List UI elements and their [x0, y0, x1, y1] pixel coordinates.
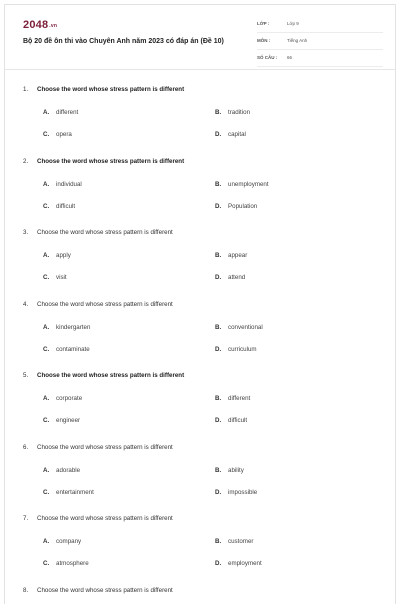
answer-option[interactable] [215, 203, 257, 210]
logo-text: 2048 [23, 19, 48, 31]
question-heading [23, 444, 173, 451]
option-letter: D. [215, 203, 228, 210]
option-letter: A. [43, 395, 56, 402]
meta-value: 66 [287, 55, 292, 60]
option-text: difficult [56, 203, 75, 210]
meta-label: MÔN : [257, 38, 270, 43]
option-text: engineer [56, 417, 80, 424]
option-letter: C. [43, 203, 56, 210]
question-text: Choose the word whose stress pattern is different [37, 86, 184, 93]
document-page [4, 4, 396, 604]
answer-option[interactable] [215, 489, 257, 496]
question-heading [23, 86, 184, 93]
answer-option[interactable] [215, 417, 247, 424]
answer-option[interactable] [43, 467, 80, 474]
option-text: opera [56, 131, 72, 138]
option-text: attend [228, 274, 245, 281]
option-letter: A. [43, 467, 56, 474]
answer-option[interactable] [43, 131, 72, 138]
answer-option[interactable] [43, 181, 82, 188]
question-heading [23, 301, 173, 308]
answer-option[interactable] [43, 203, 75, 210]
option-letter: D. [215, 489, 228, 496]
option-text: kindergarten [56, 324, 90, 331]
option-text: different [56, 109, 78, 116]
option-letter: B. [215, 252, 228, 259]
meta-value: Lớp 9 [287, 21, 299, 26]
answer-option[interactable] [43, 109, 78, 116]
option-text: tradition [228, 109, 250, 116]
option-letter: C. [43, 131, 56, 138]
option-letter: C. [43, 346, 56, 353]
answer-option[interactable] [215, 467, 244, 474]
question-item [5, 294, 396, 366]
site-logo[interactable] [23, 19, 57, 31]
option-text: contaminate [56, 346, 90, 353]
meta-label: LỚP : [257, 21, 269, 26]
question-item [5, 79, 396, 151]
document-meta [257, 19, 383, 70]
answer-option[interactable] [43, 417, 80, 424]
question-number: 6. [23, 444, 37, 451]
option-letter: B. [215, 538, 228, 545]
option-text: capital [228, 131, 246, 138]
meta-row-class [257, 19, 383, 33]
option-letter: A. [43, 252, 56, 259]
answer-option[interactable] [215, 346, 257, 353]
answer-option[interactable] [215, 395, 250, 402]
option-text: conventional [228, 324, 263, 331]
meta-label: SỐ CÂU : [257, 55, 277, 60]
question-number: 1. [23, 86, 37, 93]
question-heading [23, 229, 173, 236]
option-letter: C. [43, 560, 56, 567]
option-letter: D. [215, 417, 228, 424]
answer-option[interactable] [215, 252, 247, 259]
answer-option[interactable] [43, 324, 90, 331]
option-text: visit [56, 274, 67, 281]
answer-option[interactable] [43, 346, 90, 353]
option-text: Population [228, 203, 257, 210]
answer-option[interactable] [215, 560, 262, 567]
question-text: Choose the word whose stress pattern is different [37, 587, 173, 594]
option-letter: A. [43, 181, 56, 188]
option-text: atmosphere [56, 560, 89, 567]
question-number: 7. [23, 515, 37, 522]
question-item [5, 365, 396, 437]
logo-suffix: .vn [49, 23, 57, 29]
question-number: 4. [23, 301, 37, 308]
question-item [5, 580, 396, 604]
answer-option[interactable] [215, 324, 263, 331]
option-text: customer [228, 538, 253, 545]
option-text: adorable [56, 467, 80, 474]
question-heading [23, 515, 173, 522]
option-letter: D. [215, 274, 228, 281]
answer-option[interactable] [43, 274, 67, 281]
answer-option[interactable] [43, 560, 89, 567]
option-letter: D. [215, 560, 228, 567]
option-text: difficult [228, 417, 247, 424]
question-item [5, 151, 396, 223]
answer-option[interactable] [215, 181, 269, 188]
answer-option[interactable] [215, 109, 250, 116]
option-letter: C. [43, 274, 56, 281]
question-number: 8. [23, 587, 37, 594]
option-text: curriculum [228, 346, 257, 353]
question-list [5, 79, 396, 604]
option-letter: B. [215, 467, 228, 474]
option-letter: B. [215, 109, 228, 116]
option-letter: B. [215, 181, 228, 188]
question-number: 3. [23, 229, 37, 236]
option-letter: D. [215, 346, 228, 353]
document-header [5, 5, 395, 70]
option-text: employment [228, 560, 262, 567]
option-letter: A. [43, 109, 56, 116]
question-item [5, 437, 396, 509]
option-text: apply [56, 252, 71, 259]
option-letter: D. [215, 131, 228, 138]
question-text: Choose the word whose stress pattern is different [37, 515, 173, 522]
answer-option[interactable] [43, 395, 82, 402]
question-number: 2. [23, 158, 37, 165]
answer-option[interactable] [43, 538, 81, 545]
document-title: Bộ 20 đề ôn thi vào Chuyên Anh năm 2023 có đáp án (Đề 10) [23, 37, 238, 46]
option-letter: C. [43, 489, 56, 496]
question-heading [23, 372, 184, 379]
option-text: individual [56, 181, 82, 188]
option-letter: C. [43, 417, 56, 424]
option-letter: A. [43, 324, 56, 331]
question-text: Choose the word whose stress pattern is different [37, 372, 184, 379]
option-text: impossible [228, 489, 257, 496]
question-heading [23, 158, 184, 165]
option-text: corporate [56, 395, 82, 402]
question-text: Choose the word whose stress pattern is different [37, 301, 173, 308]
option-letter: A. [43, 538, 56, 545]
meta-row-subject [257, 36, 383, 50]
question-text: Choose the word whose stress pattern is different [37, 229, 173, 236]
question-item [5, 222, 396, 294]
answer-option[interactable] [215, 274, 245, 281]
question-item [5, 508, 396, 580]
answer-option[interactable] [215, 131, 246, 138]
option-text: unemployment [228, 181, 269, 188]
option-letter: B. [215, 395, 228, 402]
question-number: 5. [23, 372, 37, 379]
answer-option[interactable] [43, 489, 94, 496]
answer-option[interactable] [43, 252, 71, 259]
question-heading [23, 587, 173, 594]
meta-value: Tiếng Anh [287, 38, 307, 43]
question-text: Choose the word whose stress pattern is different [37, 158, 184, 165]
option-text: ability [228, 467, 244, 474]
option-text: company [56, 538, 81, 545]
meta-row-question-count [257, 53, 383, 67]
answer-option[interactable] [215, 538, 253, 545]
option-text: entertainment [56, 489, 94, 496]
option-text: different [228, 395, 250, 402]
question-text: Choose the word whose stress pattern is different [37, 444, 173, 451]
option-text: appear [228, 252, 247, 259]
option-letter: B. [215, 324, 228, 331]
